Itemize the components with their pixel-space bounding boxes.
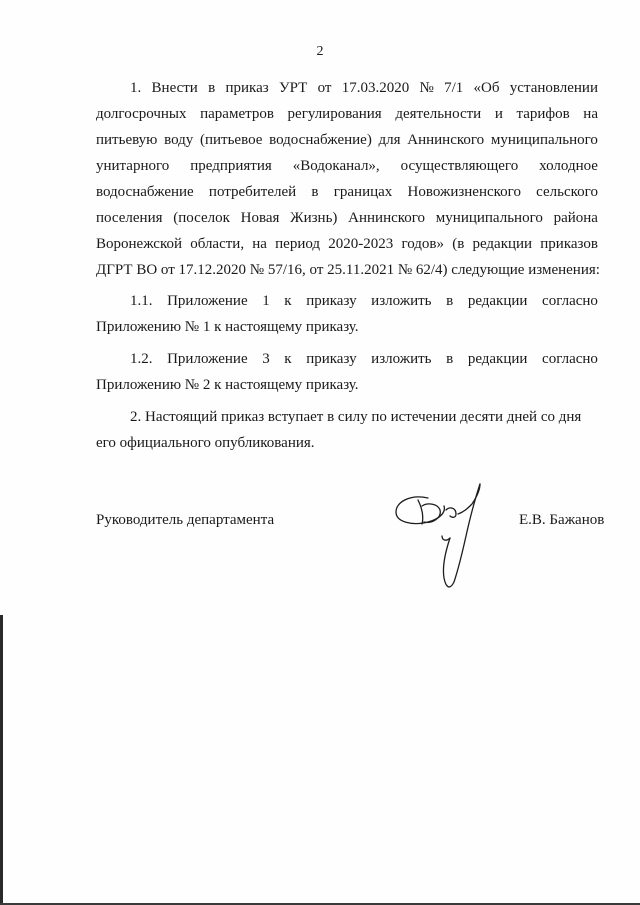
word: Новая <box>240 210 280 226</box>
word: водоснабжение) <box>269 132 372 148</box>
word: в <box>446 293 454 309</box>
word: 1 <box>262 293 270 309</box>
word: период <box>275 236 321 252</box>
word: согласно <box>542 351 598 367</box>
word: на <box>252 236 267 252</box>
word: Воронежской <box>96 236 182 252</box>
word: поселения <box>96 210 163 226</box>
word: Внести <box>151 80 198 96</box>
word: от <box>317 80 332 96</box>
word: холодное <box>539 158 598 174</box>
item-1-2-line-1 <box>130 350 598 368</box>
word: к <box>284 351 292 367</box>
item-1-1-line-1 <box>130 292 598 310</box>
word: приказ <box>225 80 269 96</box>
word: к <box>284 293 292 309</box>
word: границах <box>333 184 393 200</box>
word: унитарного <box>96 158 170 174</box>
word: 1.2. <box>130 351 153 367</box>
word: регулирования <box>287 106 382 122</box>
paragraph-1-line-8: ДГРТ ВО от 17.12.2020 № 57/16, от 25.11.2021 № 62/4) следующие изменения: <box>96 262 600 278</box>
paragraph-1-line-6 <box>96 209 598 227</box>
word: 7/1 <box>444 80 464 96</box>
word: параметров <box>200 106 274 122</box>
word: муниципального <box>490 132 598 148</box>
word: «Водоканал», <box>292 158 380 174</box>
word: Приложение <box>167 293 248 309</box>
paragraph-1-line-4 <box>96 157 598 175</box>
signatory-name: Е.В. Бажанов <box>519 512 605 528</box>
word: Аннинского <box>407 132 485 148</box>
word: для <box>378 132 401 148</box>
word: долгосрочных <box>96 106 187 122</box>
word: потребителей <box>208 184 297 200</box>
word: воду <box>164 132 194 148</box>
word: предприятия <box>190 158 272 174</box>
page-number: 2 <box>316 44 324 59</box>
word: осуществляющего <box>400 158 519 174</box>
item-1-2-line-2: Приложению № 2 к настоящему приказу. <box>96 377 359 393</box>
handwritten-signature <box>388 478 500 596</box>
word: деятельности <box>395 106 482 122</box>
paragraph-1-line-5 <box>96 183 598 201</box>
paragraph-2-line-1: 2. Настоящий приказ вступает в силу по истечении десяти дней со дня <box>130 409 582 425</box>
word: изложить <box>371 293 432 309</box>
word: «Об <box>473 80 500 96</box>
scan-edge-left <box>0 615 3 905</box>
word: (поселок <box>173 210 230 226</box>
word: № <box>419 80 434 96</box>
word: области, <box>190 236 245 252</box>
paragraph-1-line-7 <box>96 235 598 253</box>
paragraph-1-line-3 <box>96 131 598 149</box>
paragraph-1-line-1 <box>130 79 598 97</box>
word: редакции <box>467 293 528 309</box>
signatory-position: Руководитель департамента <box>96 512 275 528</box>
word: питьевую <box>96 132 158 148</box>
word: Приложение <box>167 351 248 367</box>
word: годов» <box>401 236 445 252</box>
word: приказов <box>540 236 598 252</box>
word: 17.03.2020 <box>341 80 410 96</box>
word: 3 <box>262 351 270 367</box>
word: Новожизненского <box>407 184 521 200</box>
word: в <box>446 351 454 367</box>
word: на <box>583 106 598 122</box>
word: муниципального <box>435 210 543 226</box>
word: редакции <box>472 236 533 252</box>
word: 1.1. <box>130 293 153 309</box>
word: в <box>311 184 319 200</box>
word: установлении <box>509 80 598 96</box>
word: сельского <box>536 184 598 200</box>
word: 1. <box>130 80 142 96</box>
word: Жизнь) <box>290 210 338 226</box>
word: тарифов <box>516 106 570 122</box>
word: (в <box>452 236 465 252</box>
item-1-1-line-2: Приложению № 1 к настоящему приказу. <box>96 319 359 335</box>
paragraph-1-line-2 <box>96 105 598 123</box>
word: района <box>553 210 598 226</box>
word: приказу <box>306 293 357 309</box>
word: (питьевое <box>199 132 263 148</box>
word: в <box>208 80 216 96</box>
paragraph-2-line-2: его официального опубликования. <box>96 435 315 451</box>
word: приказу <box>306 351 357 367</box>
word: 2020-2023 <box>328 236 394 252</box>
word: редакции <box>467 351 528 367</box>
word: согласно <box>542 293 598 309</box>
word: Аннинского <box>348 210 426 226</box>
word: изложить <box>371 351 432 367</box>
word: водоснабжение <box>96 184 194 200</box>
word: и <box>494 106 503 122</box>
word: УРТ <box>278 80 308 96</box>
